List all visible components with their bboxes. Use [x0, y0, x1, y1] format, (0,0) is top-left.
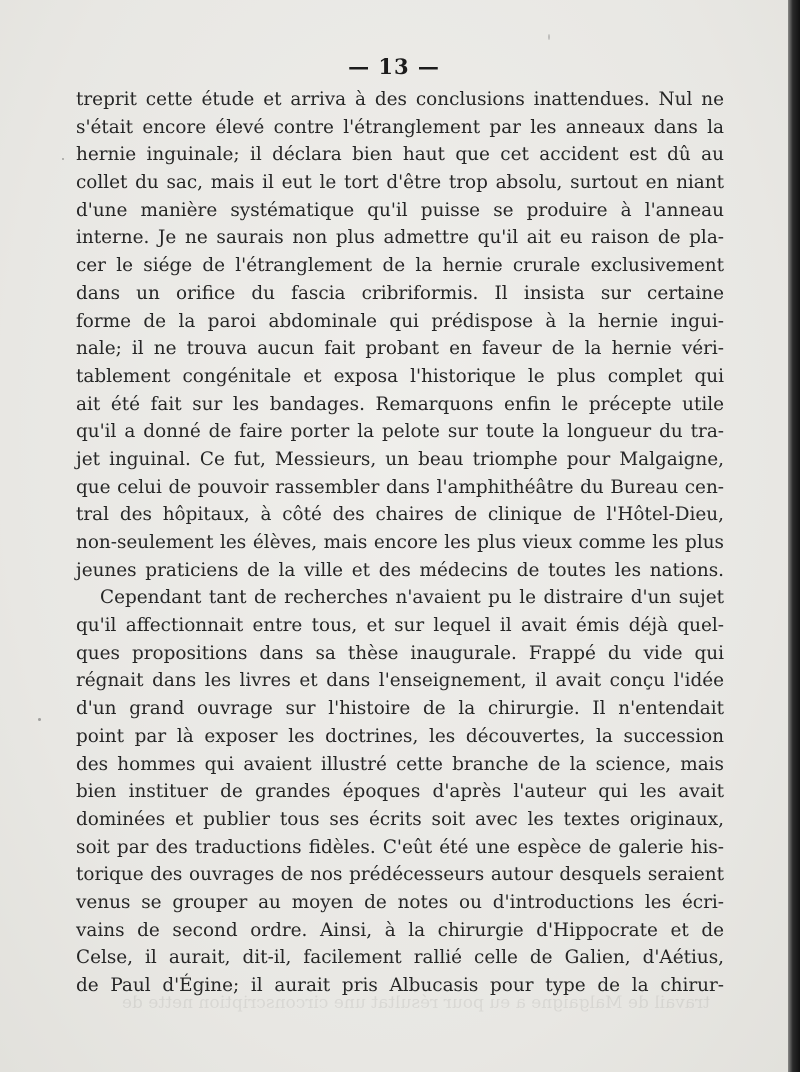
- text-line: régnait dans les livres et dans l'enseignement, il avait conçu l'idée: [76, 670, 724, 692]
- text-line: vains de second ordre. Ainsi, à la chirurgie d'Hippocrate et de: [76, 919, 724, 941]
- text-line: hernie inguinale; il déclara bien haut que cet accident est dû au: [76, 144, 724, 166]
- text-line: ait été fait sur les bandages. Remarquons enfin le précepte utile: [76, 393, 724, 415]
- text-line: collet du sac, mais il eut le tort d'être trop absolu, surtout en niant: [76, 172, 724, 194]
- text-line: bien instituer de grandes époques d'après l'auteur qui les avait: [76, 781, 724, 803]
- text-line: treprit cette étude et arriva à des conclusions inattendues. Nul ne: [76, 89, 724, 110]
- page-edge-shadow: [788, 0, 800, 1072]
- paper-speck: [62, 158, 64, 160]
- paragraph-first-line: Cependant tant de recherches n'avaient pu le distraire d'un sujet: [100, 587, 724, 609]
- text-line: d'un grand ouvrage sur l'histoire de la chirurgie. Il n'entendait: [76, 698, 724, 720]
- text-line: cer le siége de l'étranglement de la hernie crurale exclusivement: [76, 255, 724, 277]
- text-line: nale; il ne trouva aucun fait probant en faveur de la hernie véri-: [76, 338, 724, 360]
- body-text: [76, 86, 724, 1000]
- text-line: tablement congénitale et exposa l'historique le plus complet qui: [76, 365, 724, 387]
- paper-speck: [548, 34, 550, 40]
- text-line: s'était encore élevé contre l'étranglement par les anneaux dans la: [76, 116, 724, 138]
- text-line: non-seulement les élèves, mais encore les plus vieux comme les plus: [76, 532, 724, 553]
- text-line: jet inguinal. Ce fut, Messieurs, un beau triomphe pour Malgaigne,: [76, 448, 724, 470]
- text-line: dans un orifice du fascia cribriformis. Il insista sur certaine: [76, 282, 724, 304]
- text-line: Celse, il aurait, dit-il, facilement rallié celle de Galien, d'Aétius,: [76, 947, 724, 969]
- text-line: de Paul d'Égine; il aurait pris Albucasis pour type de la chirur-: [76, 975, 724, 996]
- text-line: qu'il affectionnait entre tous, et sur lequel il avait émis déjà quel-: [76, 615, 724, 637]
- text-line: dominées et publier tous ses écrits soit avec les textes originaux,: [76, 808, 724, 830]
- text-line: point par là exposer les doctrines, les découvertes, la succession: [76, 725, 724, 747]
- text-line: qu'il a donné de faire porter la pelote sur toute la longueur du tra-: [76, 421, 724, 443]
- text-line: d'une manière systématique qu'il puisse se produire à l'anneau: [76, 199, 724, 221]
- text-line: ques propositions dans sa thèse inaugurale. Frappé du vide qui: [76, 642, 724, 664]
- text-line: torique des ouvrages de nos prédécesseurs autour desquels seraient: [76, 864, 724, 886]
- text-line: jeunes praticiens de la ville et des médecins de toutes les nations.: [76, 559, 724, 581]
- paper-speck: [38, 718, 41, 721]
- text-line: tral des hôpitaux, à côté des chaires de clinique de l'Hôtel-Dieu,: [76, 504, 724, 526]
- bleed-through-text: travail de Malgaigne a eu pour résultat une circonscription nette de: [121, 993, 710, 1013]
- text-line: interne. Je ne saurais non plus admettre qu'il ait eu raison de pla-: [76, 227, 724, 249]
- text-line: soit par des traductions fidèles. C'eût été une espèce de galerie his-: [76, 836, 724, 858]
- text-line: des hommes qui avaient illustré cette branche de la science, mais: [76, 753, 724, 775]
- text-line: forme de la paroi abdominale qui prédispose à la hernie ingui-: [76, 310, 724, 332]
- text-line: que celui de pouvoir rassembler dans l'amphithéâtre du Bureau cen-: [76, 476, 724, 498]
- text-line: venus se grouper au moyen de notes ou d'introductions les écri-: [76, 891, 724, 913]
- page-number: — 13 —: [348, 54, 440, 79]
